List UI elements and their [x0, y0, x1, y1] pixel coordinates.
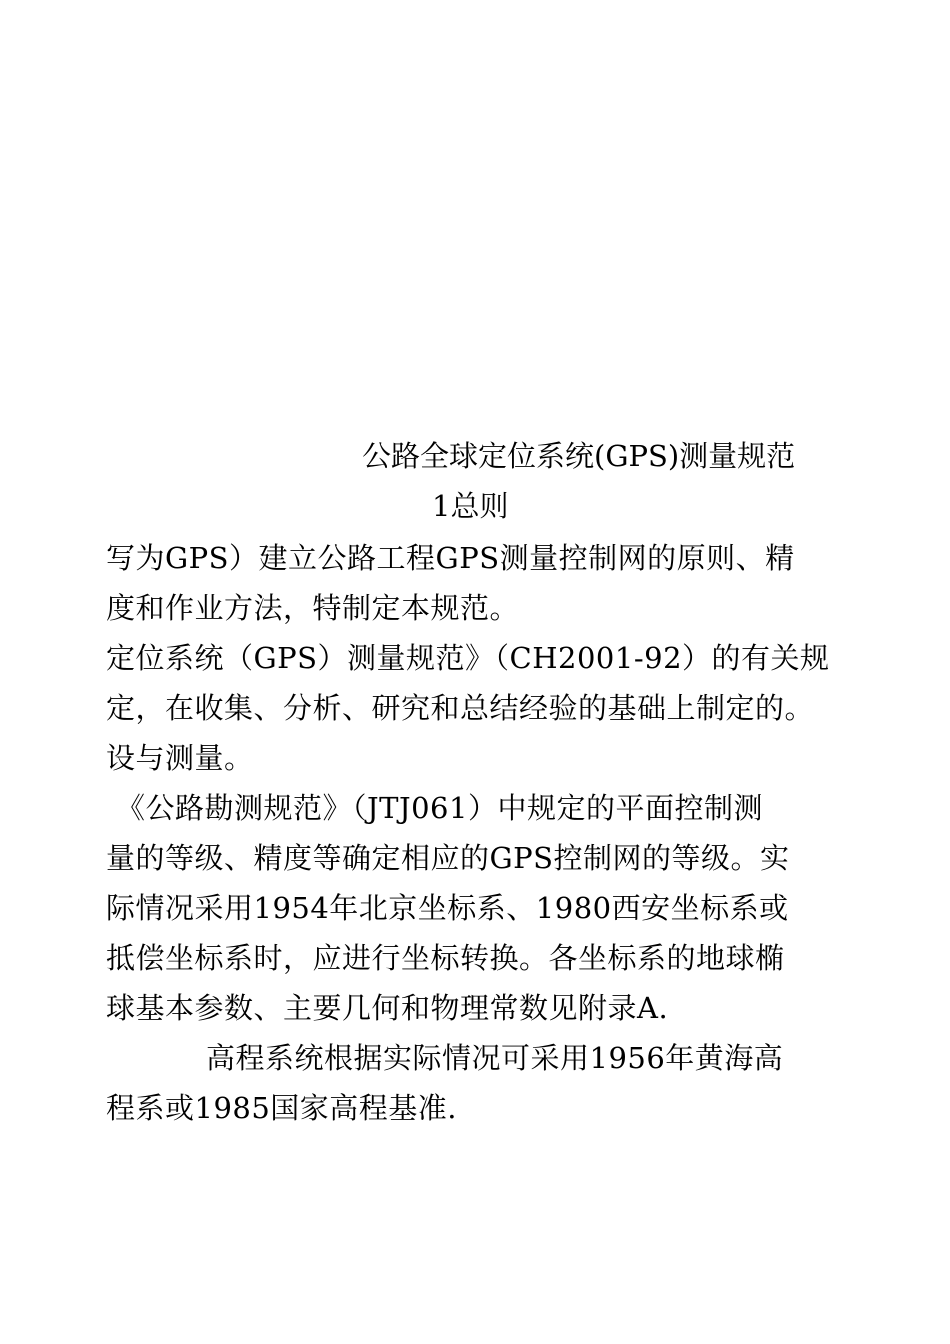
text-line: 写为GPS）建立公路工程GPS测量控制网的原则、精: [106, 541, 795, 575]
chapter-heading: 1总则: [432, 489, 509, 523]
text-line: 设与测量。: [106, 741, 254, 775]
text-line: 《公路勘测规范》（JTJ061）中规定的平面控制测: [116, 791, 763, 825]
text-line: 定，在收集、分析、研究和总结经验的基础上制定的。: [106, 691, 815, 725]
text-line: 高程系统根据实际情况可采用1956年黄海高: [206, 1041, 784, 1075]
text-line: 际情况采用1954年北京坐标系、1980西安坐标系或: [106, 891, 789, 925]
text-line: 程系或1985国家高程基准.: [106, 1091, 458, 1125]
text-line: 球基本参数、主要几何和物理常数见附录A.: [106, 991, 669, 1025]
text-line: 抵偿坐标系时，应进行坐标转换。各坐标系的地球椭: [106, 941, 785, 975]
text-line: 量的等级、精度等确定相应的GPS控制网的等级。实: [106, 841, 790, 875]
text-line: 定位系统（GPS）测量规范》（CH2001-92）的有关规: [106, 641, 830, 675]
document-title: 公路全球定位系统(GPS)测量规范: [362, 439, 796, 473]
text-line: 度和作业方法，特制定本规范。: [106, 591, 520, 625]
